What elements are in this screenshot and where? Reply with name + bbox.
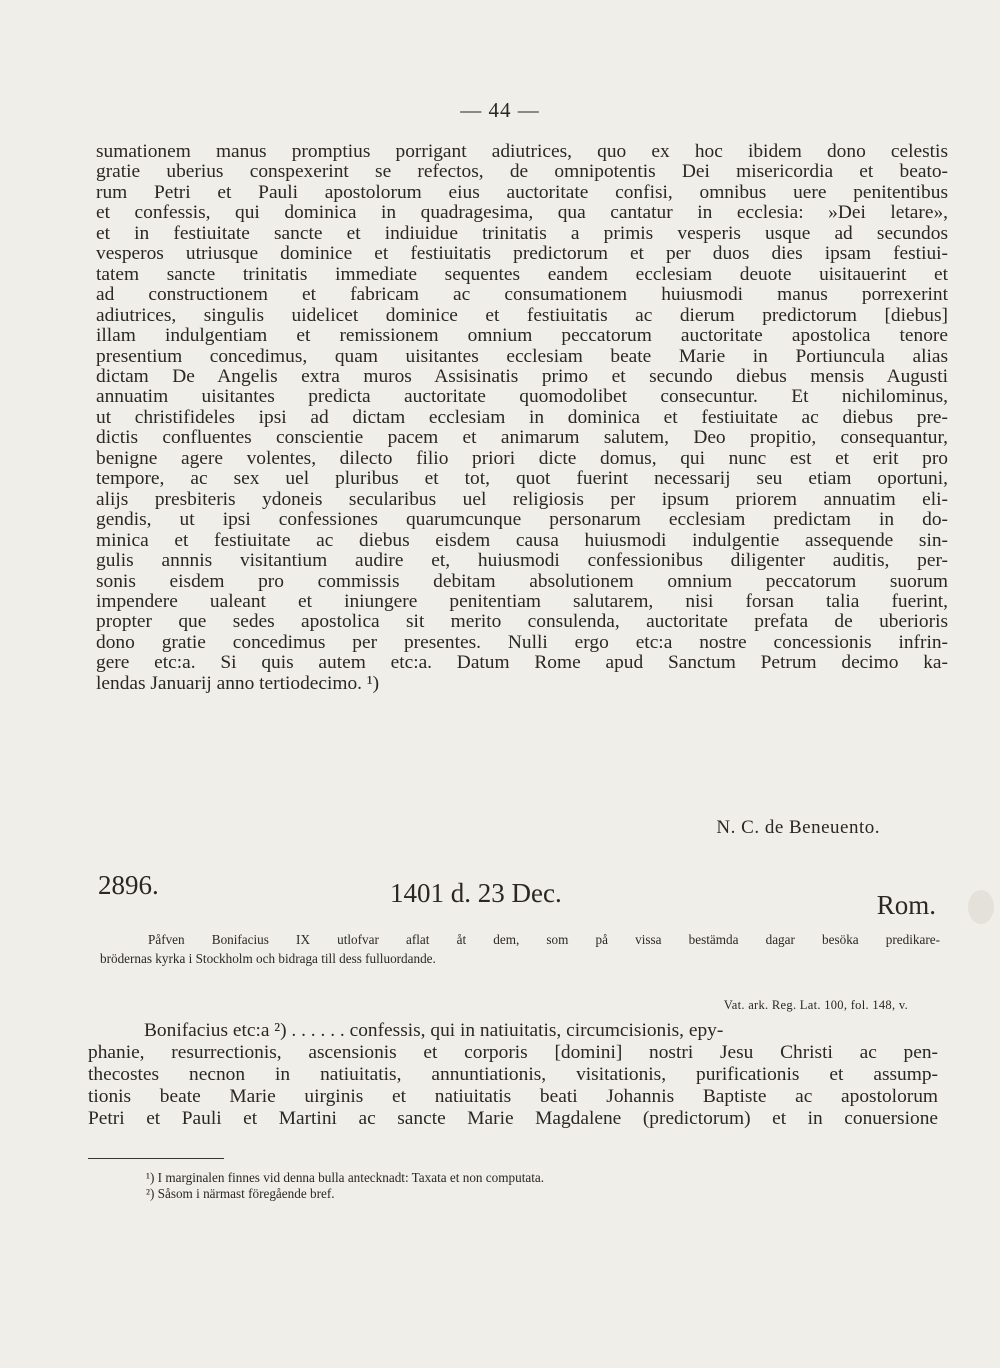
text-line: gulis annnis visitantium audire et, huiusmodi confessionibus diligenter auditis, per-: [96, 550, 948, 572]
document-line: thecostes necnon in natiuitatis, annuntiationis, visitationis, purificationis et assump-: [88, 1064, 938, 1085]
text-line: sumationem manus promptius porrigant adiutrices, quo ex hoc ibidem dono celestis: [96, 141, 948, 162]
text-line: alijs presbiteris ydoneis secularibus uel religiosis per ipsum priorem annuatim eli-: [96, 488, 948, 510]
footnote-line: ¹) I marginalen finnes vid denna bulla antecknadt: Taxata et non computata.: [146, 1170, 545, 1185]
document-line: Petri et Pauli et Martini ac sancte Marie Magdalene (predictorum) et in conuersione: [88, 1108, 938, 1129]
text-line: tempore, ac sex uel pluribus et tot, quot fuerint necessarij seu etiam oportuni,: [96, 468, 948, 490]
text-line: vesperos utriusque dominice et festiuitatis predictorum et per duos dies ipsam festiui-: [96, 243, 948, 265]
document-text-block: [88, 1020, 938, 1130]
text-line: presentium concedimus, quam uisitantes ecclesiam beate Marie in Portiuncula alias: [96, 345, 948, 367]
text-line: sonis eisdem pro commissis debitam absolutionem omnium peccatorum suorum: [96, 570, 948, 592]
entry-number: 2896.: [98, 870, 159, 900]
text-line: tatem sancte trinitatis immediate sequentes eandem ecclesiam deuote uisitauerint et: [96, 263, 948, 285]
text-line: annuatim uisitantes predicta auctoritate quomodolibet consecuntur. Et nichilominus,: [96, 386, 948, 408]
footnote-line: ²) Såsom i närmast föregående bref.: [146, 1186, 335, 1201]
text-line: ad constructionem et fabricam ac consumationem huiusmodi manus porrexerint: [96, 284, 948, 306]
text-line: et in festiuitate sancte et indiuidue trinitatis a primis vesperis usque ad secundos: [96, 222, 948, 244]
text-line: illam indulgentiam et remissionem omnium peccatorum auctoritate apostolica tenore: [96, 325, 948, 347]
text-line: minica et festiuitate ac diebus eisdem causa huiusmodi indulgentie assequende sin-: [96, 529, 948, 551]
text-line: ut christifideles ipsi ad dictam ecclesiam in dominica et festiuitate ac diebus pre-: [96, 406, 948, 428]
summary-line: brödernas kyrka i Stockholm och bidraga till dess fulluordande.: [100, 951, 436, 966]
summary-line: Påfven Bonifacius IX utlofvar aflat åt dem, som på vissa bestämda dagar besöka predikare-: [148, 932, 940, 947]
footnote-rule: [88, 1158, 224, 1159]
text-line: impendere ualeant et iniungere penitentiam salutarem, nisi forsan talia fuerint,: [96, 590, 948, 612]
document-line: Bonifacius etc:a ²) . . . . . . confessis, qui in natiuitatis, circumcisionis, epy-: [144, 1020, 724, 1041]
paper-stain: [968, 890, 994, 924]
text-line: et confessis, qui dominica in quadragesima, qua cantatur in ecclesia: »Dei letare»,: [96, 202, 948, 224]
text-line: dictis confluentes conscientie pacem et animarum salutem, Deo propitio, consequantur,: [96, 427, 948, 449]
footnotes-block: [146, 1170, 786, 1202]
text-line: dictam De Angelis extra muros Assisinatis primo et secundo diebus mensis Augusti: [96, 365, 948, 387]
document-line: tionis beate Marie uirginis et natiuitatis beati Johannis Baptiste ac apostolorum: [88, 1086, 938, 1107]
text-line: adiutrices, singulis uidelicet dominice et festiuitatis ac dierum predictorum [diebus]: [96, 304, 948, 326]
text-line: propter que sedes apostolica sit merito consulenda, auctoritate prefata de uberioris: [96, 611, 948, 633]
entry-place: Rom.: [876, 890, 936, 920]
text-line: gratie uberius conspexerint se refectos, de omnipotentis Dei misericordia et beato-: [96, 161, 948, 183]
entry-summary: [100, 930, 940, 968]
document-line: phanie, resurrectionis, ascensionis et corporis [domini] nostri Jesu Christi ac pen-: [88, 1042, 938, 1063]
main-text-block: [96, 142, 948, 694]
text-line: gendis, ut ipsi confessiones quarumcunque personarum ecclesiam predictam in do-: [96, 509, 948, 531]
text-line: benigne agere volentes, dilecto filio priori dicte domus, qui nunc est et erit pro: [96, 447, 948, 469]
text-line: lendas Januarij anno tertiodecimo. ¹): [96, 672, 380, 694]
text-line: gere etc:a. Si quis autem etc:a. Datum Rome apud Sanctum Petrum decimo ka-: [96, 652, 948, 674]
signature: N. C. de Beneuento.: [716, 817, 880, 838]
text-line: dono gratie concedimus per presentes. Nulli ergo etc:a nostre concessionis infrin-: [96, 631, 948, 653]
entry-date: 1401 d. 23 Dec.: [390, 878, 562, 908]
page-number: — 44 —: [460, 98, 540, 122]
archive-source: Vat. ark. Reg. Lat. 100, fol. 148, v.: [723, 998, 908, 1012]
text-line: rum Petri et Pauli apostolorum eius auctoritate confisi, omnibus uere penitentibus: [96, 181, 948, 203]
